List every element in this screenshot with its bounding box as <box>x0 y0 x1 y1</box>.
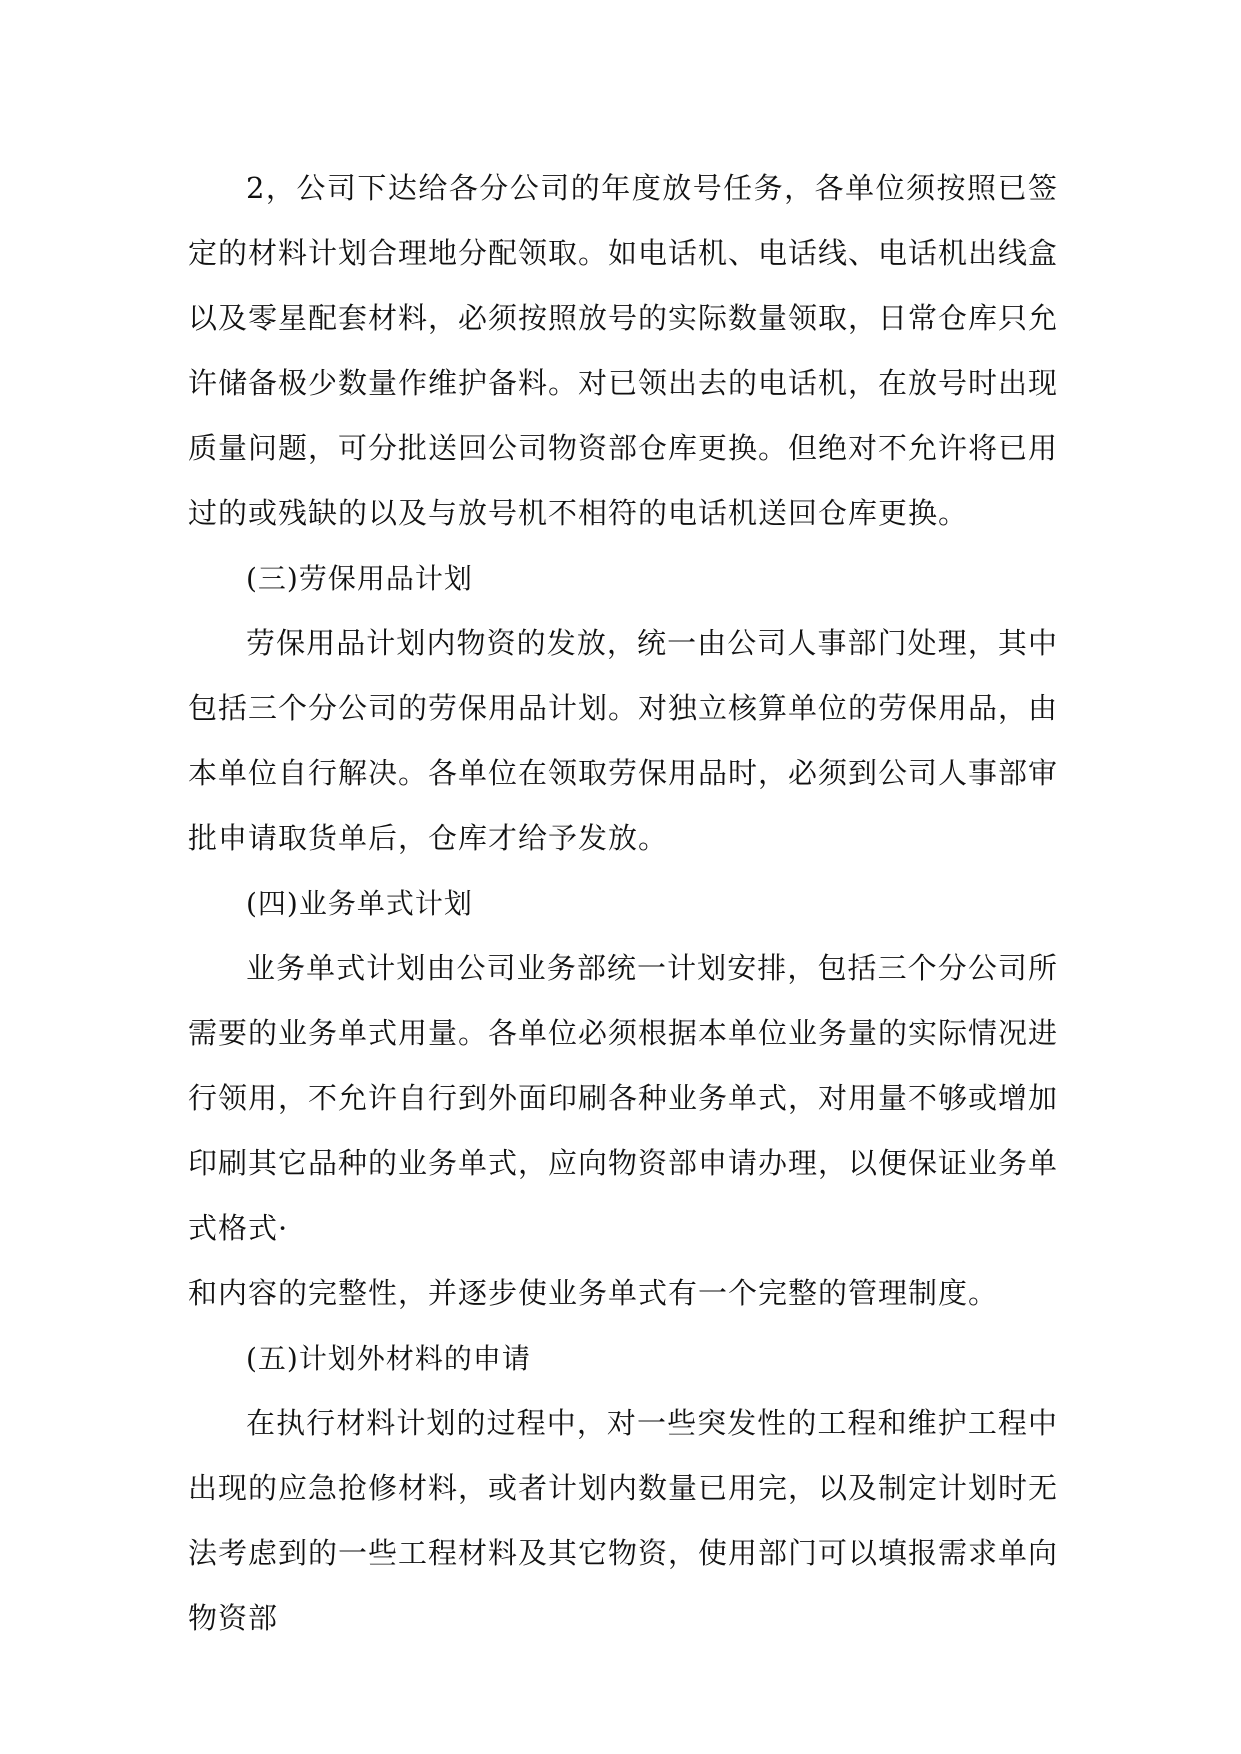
section-heading-labor-protection: (三)劳保用品计划 <box>246 562 473 595</box>
paragraph-labor-protection: 劳保用品计划内物资的发放，统一由公司人事部门处理，其中包括三个分公司的劳保用品计划。对独立核算单位的劳保用品，由本单位自行解决。各单位在领取劳保用品时，必须到公司人事部审批申请取货单后，仓库才给予发放。 <box>188 626 1059 855</box>
paragraph-item-2-allocation: 2，公司下达给各分公司的年度放号任务，各单位须按照已签定的材料计划合理地分配领取。如电话机、电话线、电话机出线盒以及零星配套材料，必须按照放号的实际数量领取，日常仓库只允许储备极少数量作维护备料。对已领出去的电话机，在放号时出现质量问题，可分批送回公司物资部仓库更换。但绝对不允许将已用过的或残缺的以及与放号机不相符的电话机送回仓库更换。 <box>188 171 1059 530</box>
paragraph-unplanned-materials: 在执行材料计划的过程中，对一些突发性的工程和维护工程中出现的应急抢修材料，或者计划内数量已用完，以及制定计划时无法考虑到的一些工程材料及其它物资，使用部门可以填报需求单向物资部 <box>188 1406 1059 1635</box>
document-body <box>188 156 1058 1651</box>
section-heading-business-forms: (四)业务单式计划 <box>246 887 473 920</box>
paragraph-business-forms: 业务单式计划由公司业务部统一计划安排，包括三个分公司所需要的业务单式用量。各单位必须根据本单位业务量的实际情况进行领用，不允许自行到外面印刷各种业务单式，对用量不够或增加印刷其它品种的业务单式，应向物资部申请办理，以便保证业务单式格式· <box>188 951 1059 1245</box>
paragraph-business-forms-continued: 和内容的完整性，并逐步使业务单式有一个完整的管理制度。 <box>188 1276 999 1310</box>
section-heading-unplanned-materials: (五)计划外材料的申请 <box>246 1342 531 1375</box>
